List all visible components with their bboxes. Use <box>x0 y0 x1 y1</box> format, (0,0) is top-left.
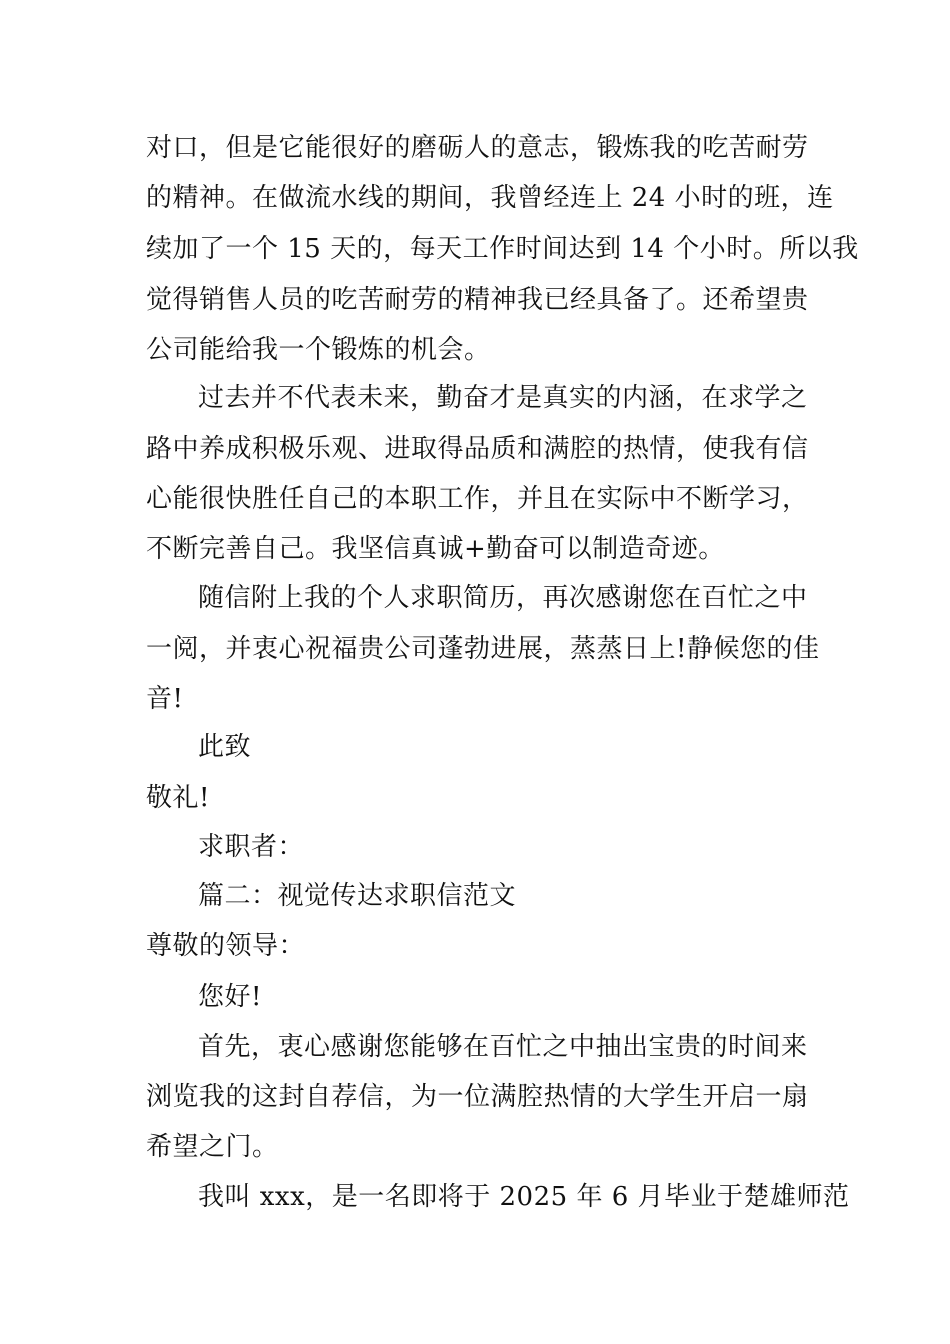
paragraph-line: 音! <box>146 684 184 714</box>
paragraph-line: 我叫 xxx，是一名即将于 2025 年 6 月毕业于楚雄师范 <box>198 1182 850 1212</box>
paragraph-line: 随信附上我的个人求职简历，再次感谢您在百忙之中 <box>198 583 808 613</box>
section-heading: 篇二：视觉传达求职信范文 <box>198 881 517 911</box>
greeting-line: 您好! <box>198 982 262 1012</box>
paragraph-line: 续加了一个 15 天的，每天工作时间达到 14 个小时。所以我 <box>146 234 859 264</box>
paragraph-line: 首先，衷心感谢您能够在百忙之中抽出宝贵的时间来 <box>198 1032 808 1062</box>
paragraph-line: 希望之门。 <box>146 1132 279 1162</box>
paragraph-line: 一阅，并衷心祝福贵公司蓬勃进展，蒸蒸日上!静候您的佳 <box>146 634 820 664</box>
paragraph-line: 过去并不代表未来，勤奋才是真实的内涵，在求学之 <box>198 383 808 413</box>
paragraph-line: 觉得销售人员的吃苦耐劳的精神我已经具备了。还希望贵 <box>146 285 809 315</box>
closing-regards: 敬礼! <box>146 783 210 813</box>
closing-salutation: 此致 <box>198 732 252 762</box>
signature-label: 求职者： <box>198 832 305 862</box>
greeting-line: 尊敬的领导： <box>146 931 306 961</box>
paragraph-line: 不断完善自己。我坚信真诚+勤奋可以制造奇迹。 <box>146 534 725 564</box>
paragraph-line: 浏览我的这封自荐信，为一位满腔热情的大学生开启一扇 <box>146 1082 809 1112</box>
paragraph-line: 公司能给我一个锻炼的机会。 <box>146 335 491 365</box>
paragraph-line: 路中养成积极乐观、进取得品质和满腔的热情，使我有信 <box>146 434 809 464</box>
paragraph-line: 的精神。在做流水线的期间，我曾经连上 24 小时的班，连 <box>146 183 834 213</box>
paragraph-line: 心能很快胜任自己的本职工作，并且在实际中不断学习， <box>146 484 809 514</box>
paragraph-line: 对口，但是它能很好的磨砺人的意志，锻炼我的吃苦耐劳 <box>146 133 809 163</box>
